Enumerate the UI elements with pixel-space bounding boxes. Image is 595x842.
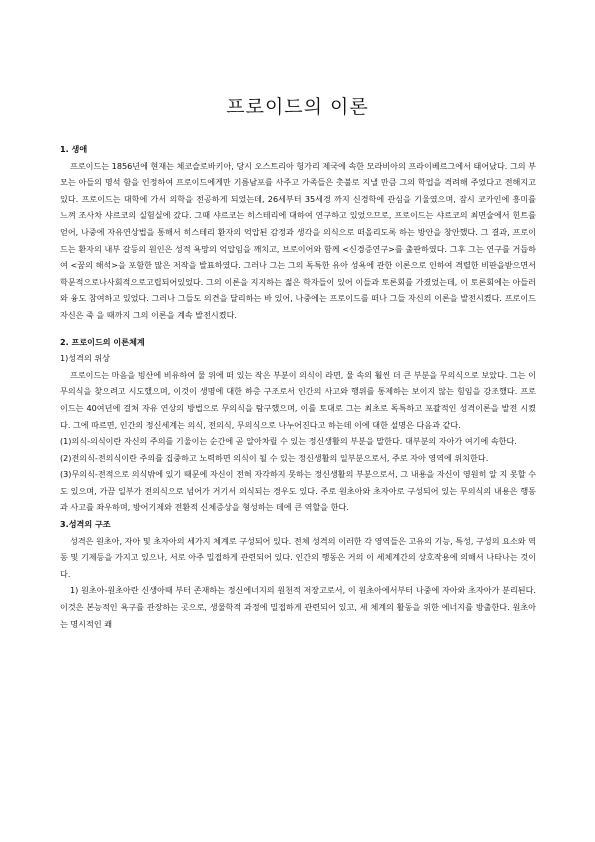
paragraph: (2)전의식-전의식이란 주의를 집중하고 노력하면 의식이 될 수 있는 정신생활의 일부분으로서, 주로 자아 영역에 위치한다. [60, 452, 489, 463]
paragraph: (3)무의식-전적으로 의식밖에 있기 때문에 자신이 전혀 자각하지 못하는 정신생활의 부분으로서, 그 내용을 자신이 영원히 알 지 못할 수도 있으며, 가끔 일부가 전의식으로 넘어가 거기서 의식되는 경우도 있다. 주로 원초아와 초자아로 구성되어 있는 무의식의 내용은 행동과 사고를 좌우하며, 방어기제와 전환적 신체증상을 형성하는 데에 큰 역할을 한다. [60, 469, 536, 513]
spacer [60, 324, 536, 334]
section-heading-2: 2. 프로이드의 이론체계 [60, 336, 145, 347]
section-heading-3: 3.성격의 구조 [60, 519, 111, 530]
document-body [60, 141, 536, 632]
page-title: 프로이드의 이론 [226, 96, 369, 118]
section-heading-1: 1. 생애 [60, 144, 88, 154]
subheading: 1)성격의 위상 [60, 353, 110, 364]
paragraph: 프로이드는 마음을 빙산에 비유하여 물 위에 떠 있는 작은 부분이 의식이 라면, 물 속의 훨씬 더 큰 부분을 무의식으로 보았다. 그는 이 무의식을 찾으려고 시도했으며, 이것이 생명에 대한 하층 구조로서 인간의 사고와 행위를 통제하는 보이지 않는 힘임을 강조했다. 프로이드는 40여년에 걸쳐 자유 연상의 방법으로 무의식을 탐구했으며, 이를 토대로 그는 최초로 독특하고 포괄적인 성격이론을 발전 시켰다. 그에 따르면, 인간의 정신세계는 의식, 전의식, 무의식으로 나누어진다고 하는데 이에 대한 설명은 다음과 같다. [60, 369, 536, 430]
paragraph: 프로이드는 1856년에 현재는 체코슬로바키아, 당시 오스트리아 헝가리 제국에 속한 모라비아의 프라이베르그에서 태어났다. 그의 부모는 아들의 명석 함을 인정하여 프로이드에게만 기름남포를 사주고 가족들은 촛불로 지낼 만큼 그의 학업을 격려해 주었다고 전해지고 있다. 프로이드는 대학에 가서 의학을 전공하게 되었는데, 26세부터 35세경 까지 신경학에 관심을 기울였으며, 잠시 코카인에 흥미를 느껴 조사차 샤르코의 실험실에 갔다. 그때 샤르코는 히스테리에 대하여 연구하고 있었으므로, 프로이드는 샤르코의 최면술에서 힌트를 얻어, 나중에 자유연상법을 통해서 히스테리 환자의 억압된 감정과 생각을 의식으로 떠올리도록 하는 방안을 창안했다. 그 결과, 프로이드는 환자의 내부 갈등의 원인은 성적 욕망의 억압임을 깨치고, 브로이어와 함께 <신경증연구>를 출판하였다. 그후 그는 연구를 거듭하여 <꿈의 해석>을 포함한 많은 저작을 발표하였다. 그러나 그는 그의 독특한 유아 성욕에 관한 이론으로 인하여 격렬한 비판을받으면서학문적으로나사회적으로고립되어있었다. 그의 이론을 지지하는 젊은 학자들이 있어 이들과 토론회를 가졌었는데, 이 토론회에는 아들러와 융도 참여하고 있었다. 그러나 그들도 의견을 달리하는 바 있어, 나중에는 프로이드를 떠나 그들 자신의 이론을 발전시켰다. 프로이드 자신은 죽 을 때까지 그의 이론을 계속 발전시켰다. [60, 160, 536, 320]
paragraph: 성격은 원초아, 자아 및 초자아의 세가지 체계로 구성되어 있다. 전체 성격의 이러한 각 영역들은 고유의 기능, 특성, 구성의 요소와 역동 및 기제등을 가지고 있으나, 서로 아주 밀접하게 관련되어 있다. 인간의 행동은 거의 이 세체계간의 상호작용에 의해서 나타나는 것이다. [60, 535, 536, 579]
paragraph: (1)의식-의식이란 자신의 주의를 기울이는 순간에 곧 알아차릴 수 있는 정신생활의 부분을 말한다. 대부분의 자아가 여기에 속한다. [60, 436, 517, 447]
paragraph: 1) 원초아-원초아란 신생아때 부터 존재하는 정신에너지의 원천적 저장고로서, 이 원초아에서부터 나중에 자아와 초자아가 분리된다. 이것은 본능적인 욕구를 관장하는 곳으로, 생물학적 과정에 밀접하게 관련되어 있고, 세 체계의 활동을 위한 에너지를 방출한다. 원초아는 명시적인 쾌 [60, 585, 536, 629]
